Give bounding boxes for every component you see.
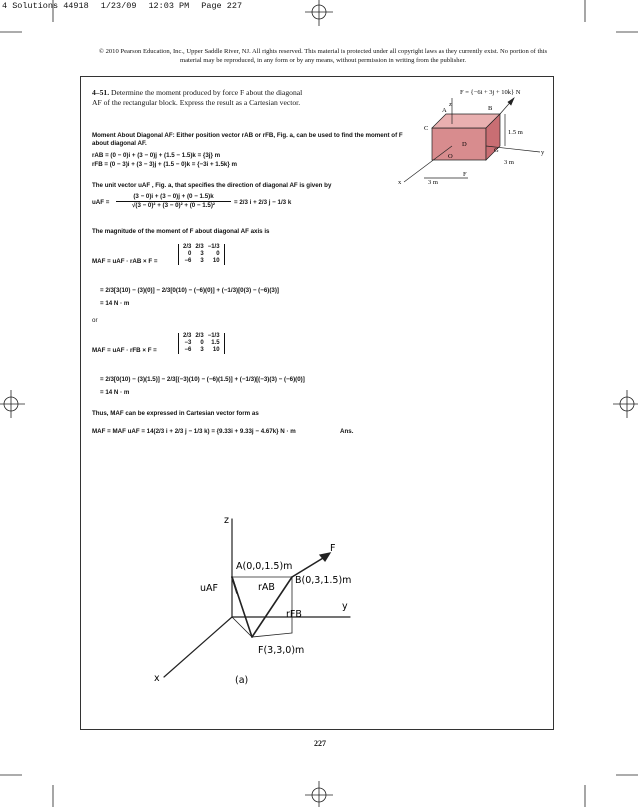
uaf-result: = 2/3 i + 2/3 j − 1/3 k <box>234 199 292 206</box>
figure-a <box>140 505 380 695</box>
matrix-cell: −1/3 <box>207 333 220 339</box>
matrix-cell: 3 <box>200 347 204 353</box>
problem-text: Determine the moment produced by force F about the diagonal AF of the rectangular block. Express the result as a Cartesian vector. <box>92 88 303 107</box>
fig-a-rfb-label: rFB <box>286 609 302 620</box>
top-c-label: C <box>424 125 429 132</box>
matrix-cell: 3 <box>200 258 204 264</box>
matrix-cell: 2/3 <box>195 244 204 250</box>
rfb-vector: rFB = (0 − 3)i + (3 − 3)j + (1.5 − 0)k = {−3i + 1.5k} m <box>92 161 237 168</box>
matrix-cell: 0 <box>200 340 204 346</box>
matrix-cell: −6 <box>184 347 192 353</box>
matrix-cell: 2/3 <box>195 333 204 339</box>
magnitude-intro: The magnitude of the moment of F about diagonal AF axis is <box>92 228 270 235</box>
fig-a-caption: (a) <box>235 675 249 686</box>
matrix-1 <box>178 244 225 265</box>
maf2-expansion: = 2/3[0(10) − (3)(1.5)] − 2/3[(−3)(10) − (−6)(1.5)] + (−1/3)[(−3)(3) − (−6)(0)] <box>100 376 305 383</box>
matrix-cell: 10 <box>212 347 220 353</box>
answer-marker: Ans. <box>340 428 354 435</box>
top-a-label: A <box>442 107 447 114</box>
header-date: 1/23/09 <box>100 1 137 11</box>
uaf-fraction <box>116 193 231 210</box>
maf1-expansion: = 2/3[3(10) − (3)(0)] − 2/3[0(10) − (−6)(0)] + (−1/3)[0(3) − (−6)(3)] <box>100 287 279 294</box>
matrix-row <box>181 347 222 354</box>
solution-line-1: Moment About Diagonal AF: Either position vector rAB or rFB, Fig. a, can be used to find the moment of F <box>92 132 403 139</box>
matrix-cell: 2/3 <box>183 333 192 339</box>
uaf-denominator: √(3 − 0)² + (3 − 0)² + (0 − 1.5)² <box>131 202 215 209</box>
unit-vector-intro: The unit vector uAF , Fig. a, that specifies the direction of diagonal AF is given by <box>92 182 332 189</box>
solution-line-2: about diagonal AF. <box>92 140 147 147</box>
top-g-label: G <box>494 147 499 154</box>
matrix-cell: −1/3 <box>207 244 220 250</box>
top-x-label: x <box>398 179 402 186</box>
fig-a-z-label: z <box>224 515 229 526</box>
matrix-row <box>181 244 222 251</box>
fig-a-rab-label: rAB <box>258 582 275 593</box>
cartesian-intro: Thus, MAF can be expressed in Cartesian vector form as <box>92 410 259 417</box>
maf1-lhs: MAF = uAF · rAB × F = <box>92 258 158 265</box>
matrix-cell: 2/3 <box>183 244 192 250</box>
fig-a-uaf-label: uAF <box>200 583 218 594</box>
matrix-cell: 10 <box>212 258 220 264</box>
maf2-result: = 14 N · m <box>100 389 130 396</box>
matrix-cell: 0 <box>216 251 220 257</box>
top-height-dim: 1.5 m <box>508 129 523 136</box>
uaf-lhs: uAF = <box>92 199 110 206</box>
fig-a-y-label: y <box>342 601 348 612</box>
top-depth-dim: 3 m <box>504 159 514 166</box>
copyright-notice: © 2010 Pearson Education, Inc., Upper Saddle River, NJ. All rights reserved. This material is protected under all copyright laws as they currently exist. No portion of this material may be reproduced, in any form or by any means, without permission in writing from the publisher. <box>98 48 548 64</box>
header-file: 4 Solutions 44918 <box>2 1 89 11</box>
top-y-label: y <box>541 149 545 156</box>
header-time: 12:03 PM <box>148 1 190 11</box>
fig-a-point-f: F(3,3,0)m <box>258 645 305 656</box>
maf2-lhs: MAF = uAF · rFB × F = <box>92 347 157 354</box>
force-label: F = {−6i + 3j + 10k} N <box>460 89 521 96</box>
top-f-label: F <box>463 171 467 178</box>
fig-a-point-b: B(0,3,1.5)m <box>295 575 352 586</box>
matrix-row <box>181 251 222 258</box>
top-b-label: B <box>488 105 493 112</box>
or-label: or <box>92 317 98 324</box>
matrix-row <box>181 258 222 265</box>
fig-a-point-a: A(0,0,1.5)m <box>236 561 293 572</box>
fig-a-force-label: F <box>330 543 336 554</box>
problem-statement <box>92 88 307 108</box>
top-z-label: z <box>449 101 452 108</box>
top-width-dim: 3 m <box>428 179 438 186</box>
matrix-row <box>181 333 222 340</box>
page-number: 227 <box>314 739 326 748</box>
matrix-row <box>181 340 222 347</box>
matrix-cell: 3 <box>200 251 204 257</box>
top-o-label: O <box>448 153 453 160</box>
fig-a-x-label: x <box>154 673 160 684</box>
top-d-label: D <box>462 141 467 148</box>
matrix-cell: 0 <box>188 251 192 257</box>
problem-number: 4–51. <box>92 88 110 97</box>
matrix-2 <box>178 333 225 354</box>
matrix-cell: −3 <box>184 340 192 346</box>
matrix-cell: −6 <box>184 258 192 264</box>
header-page: Page 227 <box>201 1 243 11</box>
matrix-cell: 1.5 <box>211 340 220 346</box>
final-result: MAF = MAF uAF = 14(2/3 i + 2/3 j − 1/3 k) = {9.33i + 9.33j − 4.67k} N · m <box>92 428 296 435</box>
maf1-result: = 14 N · m <box>100 300 130 307</box>
rab-vector: rAB = (0 − 0)i + (3 − 0)j + (1.5 − 1.5)k = {3j} m <box>92 152 221 159</box>
uaf-numerator: (3 − 0)i + (3 − 0)j + (0 − 1.5)k <box>116 193 231 202</box>
